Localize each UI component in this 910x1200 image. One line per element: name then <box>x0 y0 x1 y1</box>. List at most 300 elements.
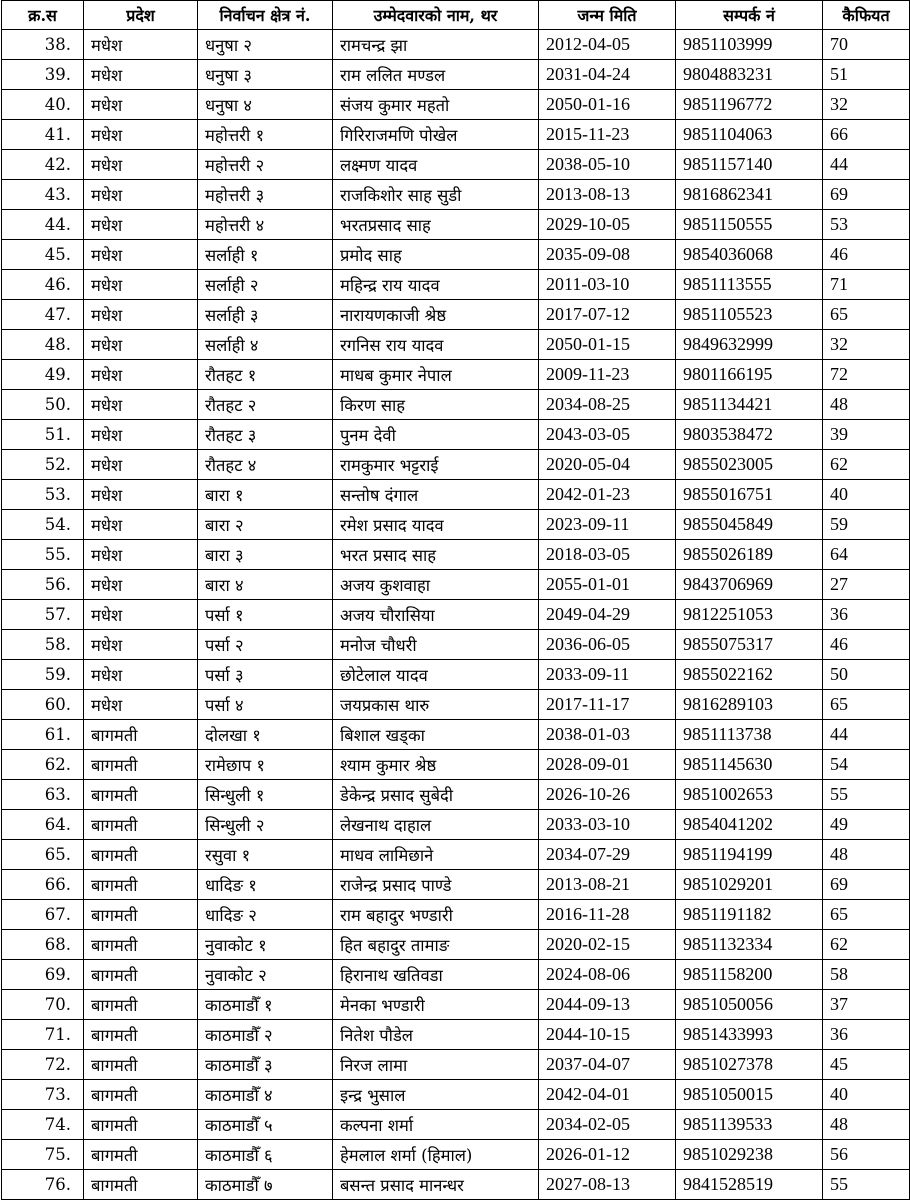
cell-contact-number: 9855026189 <box>676 540 823 570</box>
table-row <box>2 150 910 180</box>
cell-contact-number: 9851157140 <box>676 150 823 180</box>
cell-remarks: 40 <box>823 480 910 510</box>
cell-remarks: 55 <box>823 780 910 810</box>
cell-constituency: धादिङ २ <box>198 900 333 930</box>
cell-serial: 42. <box>2 150 84 180</box>
cell-remarks: 51 <box>823 60 910 90</box>
cell-birth-date: 2033-09-11 <box>539 660 676 690</box>
cell-province: मधेश <box>84 630 198 660</box>
cell-candidate-name: मनोज चौधरी <box>333 630 539 660</box>
cell-candidate-name: हित बहादुर तामाङ <box>333 930 539 960</box>
table-row <box>2 720 910 750</box>
cell-constituency: सर्लाही ४ <box>198 330 333 360</box>
cell-remarks: 65 <box>823 690 910 720</box>
cell-contact-number: 9851105523 <box>676 300 823 330</box>
cell-serial: 55. <box>2 540 84 570</box>
cell-serial: 44. <box>2 210 84 240</box>
table-row <box>2 30 910 60</box>
cell-contact-number: 9851145630 <box>676 750 823 780</box>
cell-contact-number: 9855022162 <box>676 660 823 690</box>
cell-serial: 53. <box>2 480 84 510</box>
cell-birth-date: 2023-09-11 <box>539 510 676 540</box>
cell-remarks: 62 <box>823 930 910 960</box>
cell-contact-number: 9801166195 <box>676 360 823 390</box>
cell-constituency: बारा ४ <box>198 570 333 600</box>
cell-province: मधेश <box>84 150 198 180</box>
cell-remarks: 48 <box>823 840 910 870</box>
cell-constituency: पर्सा २ <box>198 630 333 660</box>
cell-contact-number: 9851029201 <box>676 870 823 900</box>
cell-birth-date: 2037-04-07 <box>539 1050 676 1080</box>
cell-province: मधेश <box>84 360 198 390</box>
cell-candidate-name: सन्तोष दंगाल <box>333 480 539 510</box>
cell-candidate-name: महिन्द्र राय यादव <box>333 270 539 300</box>
cell-province: मधेश <box>84 300 198 330</box>
cell-birth-date: 2036-06-05 <box>539 630 676 660</box>
cell-province: मधेश <box>84 180 198 210</box>
cell-constituency: धनुषा २ <box>198 30 333 60</box>
cell-birth-date: 2042-04-01 <box>539 1080 676 1110</box>
cell-serial: 51. <box>2 420 84 450</box>
cell-province: बागमती <box>84 960 198 990</box>
cell-contact-number: 9851158200 <box>676 960 823 990</box>
cell-contact-number: 9851113738 <box>676 720 823 750</box>
cell-birth-date: 2050-01-16 <box>539 90 676 120</box>
cell-contact-number: 9851050056 <box>676 990 823 1020</box>
cell-province: बागमती <box>84 810 198 840</box>
cell-contact-number: 9851132334 <box>676 930 823 960</box>
cell-candidate-name: इन्द्र भुसाल <box>333 1080 539 1110</box>
cell-constituency: रसुवा १ <box>198 840 333 870</box>
cell-serial: 75. <box>2 1140 84 1170</box>
table-row <box>2 870 910 900</box>
cell-constituency: महोत्तरी ३ <box>198 180 333 210</box>
cell-birth-date: 2038-05-10 <box>539 150 676 180</box>
table-row <box>2 930 910 960</box>
cell-birth-date: 2028-09-01 <box>539 750 676 780</box>
cell-remarks: 45 <box>823 1050 910 1080</box>
cell-constituency: नुवाकोट १ <box>198 930 333 960</box>
cell-birth-date: 2017-11-17 <box>539 690 676 720</box>
cell-contact-number: 9851103999 <box>676 30 823 60</box>
cell-serial: 65. <box>2 840 84 870</box>
table-row <box>2 180 910 210</box>
cell-birth-date: 2020-02-15 <box>539 930 676 960</box>
cell-province: मधेश <box>84 660 198 690</box>
cell-contact-number: 9851433993 <box>676 1020 823 1050</box>
cell-candidate-name: संजय कुमार महतो <box>333 90 539 120</box>
cell-province: बागमती <box>84 1020 198 1050</box>
cell-province: मधेश <box>84 570 198 600</box>
cell-birth-date: 2013-08-21 <box>539 870 676 900</box>
cell-serial: 38. <box>2 30 84 60</box>
cell-province: मधेश <box>84 120 198 150</box>
cell-birth-date: 2042-01-23 <box>539 480 676 510</box>
table-row <box>2 60 910 90</box>
cell-candidate-name: भरत प्रसाद साह <box>333 540 539 570</box>
cell-serial: 61. <box>2 720 84 750</box>
cell-remarks: 48 <box>823 390 910 420</box>
cell-remarks: 39 <box>823 420 910 450</box>
cell-serial: 64. <box>2 810 84 840</box>
cell-contact-number: 9855016751 <box>676 480 823 510</box>
cell-candidate-name: अजय चौरासिया <box>333 600 539 630</box>
cell-province: मधेश <box>84 510 198 540</box>
cell-constituency: नुवाकोट २ <box>198 960 333 990</box>
cell-province: बागमती <box>84 870 198 900</box>
header-row <box>2 1 910 30</box>
cell-serial: 50. <box>2 390 84 420</box>
cell-contact-number: 9849632999 <box>676 330 823 360</box>
table-row <box>2 300 910 330</box>
candidate-table <box>1 0 910 1200</box>
cell-serial: 71. <box>2 1020 84 1050</box>
cell-contact-number: 9803538472 <box>676 420 823 450</box>
cell-constituency: काठमाडौँ ३ <box>198 1050 333 1080</box>
cell-serial: 45. <box>2 240 84 270</box>
cell-province: मधेश <box>84 540 198 570</box>
cell-birth-date: 2033-03-10 <box>539 810 676 840</box>
cell-province: बागमती <box>84 1170 198 1200</box>
cell-province: मधेश <box>84 480 198 510</box>
header-province: प्रदेश <box>84 1 198 30</box>
cell-candidate-name: मेनका भण्डारी <box>333 990 539 1020</box>
cell-birth-date: 2044-09-13 <box>539 990 676 1020</box>
cell-candidate-name: निरज लामा <box>333 1050 539 1080</box>
cell-remarks: 54 <box>823 750 910 780</box>
cell-birth-date: 2009-11-23 <box>539 360 676 390</box>
cell-birth-date: 2020-05-04 <box>539 450 676 480</box>
cell-province: मधेश <box>84 420 198 450</box>
cell-contact-number: 9816289103 <box>676 690 823 720</box>
cell-serial: 73. <box>2 1080 84 1110</box>
cell-candidate-name: प्रमोद साह <box>333 240 539 270</box>
table-row <box>2 990 910 1020</box>
cell-contact-number: 9854036068 <box>676 240 823 270</box>
cell-province: मधेश <box>84 450 198 480</box>
cell-constituency: पर्सा ३ <box>198 660 333 690</box>
cell-birth-date: 2018-03-05 <box>539 540 676 570</box>
table-row <box>2 540 910 570</box>
table-row <box>2 660 910 690</box>
table-row <box>2 360 910 390</box>
cell-province: मधेश <box>84 600 198 630</box>
cell-contact-number: 9851002653 <box>676 780 823 810</box>
cell-constituency: रौतहट ३ <box>198 420 333 450</box>
cell-remarks: 71 <box>823 270 910 300</box>
cell-remarks: 65 <box>823 300 910 330</box>
cell-contact-number: 9855075317 <box>676 630 823 660</box>
cell-constituency: रौतहट ४ <box>198 450 333 480</box>
cell-contact-number: 9851150555 <box>676 210 823 240</box>
table-row <box>2 780 910 810</box>
cell-birth-date: 2016-11-28 <box>539 900 676 930</box>
cell-birth-date: 2044-10-15 <box>539 1020 676 1050</box>
table-body <box>2 30 910 1200</box>
cell-remarks: 37 <box>823 990 910 1020</box>
cell-birth-date: 2043-03-05 <box>539 420 676 450</box>
cell-serial: 62. <box>2 750 84 780</box>
cell-serial: 59. <box>2 660 84 690</box>
cell-contact-number: 9851050015 <box>676 1080 823 1110</box>
cell-contact-number: 9851113555 <box>676 270 823 300</box>
cell-province: बागमती <box>84 930 198 960</box>
cell-contact-number: 9855045849 <box>676 510 823 540</box>
cell-birth-date: 2017-07-12 <box>539 300 676 330</box>
cell-birth-date: 2034-08-25 <box>539 390 676 420</box>
cell-birth-date: 2026-01-12 <box>539 1140 676 1170</box>
cell-candidate-name: नारायणकाजी श्रेष्ठ <box>333 300 539 330</box>
cell-remarks: 40 <box>823 1080 910 1110</box>
cell-province: बागमती <box>84 900 198 930</box>
table-row <box>2 390 910 420</box>
cell-birth-date: 2029-10-05 <box>539 210 676 240</box>
cell-birth-date: 2012-04-05 <box>539 30 676 60</box>
cell-contact-number: 9851139533 <box>676 1110 823 1140</box>
cell-candidate-name: हेमलाल शर्मा (हिमाल) <box>333 1140 539 1170</box>
cell-constituency: काठमाडौँ ७ <box>198 1170 333 1200</box>
table-header <box>2 1 910 30</box>
cell-contact-number: 9851029238 <box>676 1140 823 1170</box>
cell-constituency: धादिङ १ <box>198 870 333 900</box>
cell-candidate-name: पुनम देवी <box>333 420 539 450</box>
cell-remarks: 65 <box>823 900 910 930</box>
cell-birth-date: 2035-09-08 <box>539 240 676 270</box>
cell-serial: 58. <box>2 630 84 660</box>
cell-birth-date: 2027-08-13 <box>539 1170 676 1200</box>
cell-remarks: 66 <box>823 120 910 150</box>
cell-province: मधेश <box>84 90 198 120</box>
cell-candidate-name: माधब कुमार नेपाल <box>333 360 539 390</box>
table-row <box>2 270 910 300</box>
cell-province: बागमती <box>84 990 198 1020</box>
cell-candidate-name: राम ललित मण्डल <box>333 60 539 90</box>
cell-serial: 63. <box>2 780 84 810</box>
cell-contact-number: 9851194199 <box>676 840 823 870</box>
cell-serial: 67. <box>2 900 84 930</box>
cell-candidate-name: किरण साह <box>333 390 539 420</box>
cell-province: बागमती <box>84 720 198 750</box>
cell-constituency: सिन्धुली २ <box>198 810 333 840</box>
cell-province: बागमती <box>84 750 198 780</box>
cell-constituency: बारा ३ <box>198 540 333 570</box>
cell-constituency: रौतहट २ <box>198 390 333 420</box>
cell-constituency: काठमाडौँ १ <box>198 990 333 1020</box>
cell-remarks: 46 <box>823 630 910 660</box>
cell-contact-number: 9804883231 <box>676 60 823 90</box>
cell-constituency: बारा २ <box>198 510 333 540</box>
cell-candidate-name: डेकेन्द्र प्रसाद सुबेदी <box>333 780 539 810</box>
cell-contact-number: 9851134421 <box>676 390 823 420</box>
cell-serial: 66. <box>2 870 84 900</box>
cell-constituency: सिन्धुली १ <box>198 780 333 810</box>
cell-constituency: काठमाडौँ ५ <box>198 1110 333 1140</box>
cell-remarks: 64 <box>823 540 910 570</box>
cell-province: बागमती <box>84 840 198 870</box>
cell-province: मधेश <box>84 30 198 60</box>
cell-candidate-name: राम बहादुर भण्डारी <box>333 900 539 930</box>
cell-serial: 60. <box>2 690 84 720</box>
cell-candidate-name: श्याम कुमार श्रेष्ठ <box>333 750 539 780</box>
cell-remarks: 27 <box>823 570 910 600</box>
cell-remarks: 44 <box>823 150 910 180</box>
cell-remarks: 53 <box>823 210 910 240</box>
cell-province: बागमती <box>84 1140 198 1170</box>
cell-province: मधेश <box>84 60 198 90</box>
cell-candidate-name: लेखनाथ दाहाल <box>333 810 539 840</box>
cell-birth-date: 2038-01-03 <box>539 720 676 750</box>
cell-contact-number: 9843706969 <box>676 570 823 600</box>
cell-candidate-name: हिरानाथ खतिवडा <box>333 960 539 990</box>
cell-constituency: पर्सा १ <box>198 600 333 630</box>
cell-remarks: 69 <box>823 870 910 900</box>
cell-province: मधेश <box>84 270 198 300</box>
table-row <box>2 90 910 120</box>
cell-candidate-name: बिशाल खड्का <box>333 720 539 750</box>
table-row <box>2 510 910 540</box>
cell-serial: 52. <box>2 450 84 480</box>
cell-remarks: 69 <box>823 180 910 210</box>
cell-birth-date: 2055-01-01 <box>539 570 676 600</box>
cell-constituency: पर्सा ४ <box>198 690 333 720</box>
cell-candidate-name: भरतप्रसाद साह <box>333 210 539 240</box>
cell-serial: 40. <box>2 90 84 120</box>
table-row <box>2 600 910 630</box>
cell-contact-number: 9816862341 <box>676 180 823 210</box>
cell-candidate-name: लक्ष्मण यादव <box>333 150 539 180</box>
cell-constituency: रौतहट १ <box>198 360 333 390</box>
cell-constituency: दोलखा १ <box>198 720 333 750</box>
cell-candidate-name: जयप्रकास थारु <box>333 690 539 720</box>
cell-candidate-name: रामचन्द्र झा <box>333 30 539 60</box>
cell-remarks: 72 <box>823 360 910 390</box>
cell-contact-number: 9851191182 <box>676 900 823 930</box>
cell-constituency: सर्लाही २ <box>198 270 333 300</box>
cell-province: बागमती <box>84 1050 198 1080</box>
cell-remarks: 46 <box>823 240 910 270</box>
cell-candidate-name: छोटेलाल यादव <box>333 660 539 690</box>
cell-province: बागमती <box>84 780 198 810</box>
cell-serial: 76. <box>2 1170 84 1200</box>
cell-remarks: 58 <box>823 960 910 990</box>
cell-province: मधेश <box>84 240 198 270</box>
header-constituency: निर्वाचन क्षेत्र नं. <box>198 1 333 30</box>
table-row <box>2 690 910 720</box>
cell-remarks: 55 <box>823 1170 910 1200</box>
cell-candidate-name: गिरिराजमणि पोखेल <box>333 120 539 150</box>
table-row <box>2 570 910 600</box>
table-row <box>2 1020 910 1050</box>
table-row <box>2 210 910 240</box>
table-row <box>2 120 910 150</box>
cell-serial: 43. <box>2 180 84 210</box>
cell-candidate-name: रमेश प्रसाद यादव <box>333 510 539 540</box>
cell-province: बागमती <box>84 1110 198 1140</box>
cell-serial: 46. <box>2 270 84 300</box>
cell-candidate-name: माधव लामिछाने <box>333 840 539 870</box>
cell-serial: 72. <box>2 1050 84 1080</box>
cell-constituency: महोत्तरी ४ <box>198 210 333 240</box>
cell-constituency: रामेछाप १ <box>198 750 333 780</box>
table-row <box>2 420 910 450</box>
table-row <box>2 1050 910 1080</box>
cell-contact-number: 9851196772 <box>676 90 823 120</box>
cell-serial: 54. <box>2 510 84 540</box>
cell-remarks: 32 <box>823 330 910 360</box>
cell-serial: 56. <box>2 570 84 600</box>
cell-candidate-name: रगनिस राय यादव <box>333 330 539 360</box>
cell-candidate-name: नितेश पौडेल <box>333 1020 539 1050</box>
cell-serial: 48. <box>2 330 84 360</box>
cell-remarks: 36 <box>823 600 910 630</box>
cell-birth-date: 2011-03-10 <box>539 270 676 300</box>
cell-constituency: सर्लाही ३ <box>198 300 333 330</box>
cell-province: मधेश <box>84 330 198 360</box>
cell-serial: 68. <box>2 930 84 960</box>
cell-constituency: बारा १ <box>198 480 333 510</box>
table-row <box>2 840 910 870</box>
cell-serial: 70. <box>2 990 84 1020</box>
cell-contact-number: 9855023005 <box>676 450 823 480</box>
cell-contact-number: 9812251053 <box>676 600 823 630</box>
cell-constituency: काठमाडौँ २ <box>198 1020 333 1050</box>
cell-remarks: 59 <box>823 510 910 540</box>
table-row <box>2 480 910 510</box>
cell-candidate-name: राजेन्द्र प्रसाद पाण्डे <box>333 870 539 900</box>
cell-remarks: 44 <box>823 720 910 750</box>
cell-candidate-name: अजय कुशवाहा <box>333 570 539 600</box>
cell-birth-date: 2034-02-05 <box>539 1110 676 1140</box>
cell-remarks: 48 <box>823 1110 910 1140</box>
table-row <box>2 1080 910 1110</box>
cell-remarks: 32 <box>823 90 910 120</box>
cell-constituency: महोत्तरी २ <box>198 150 333 180</box>
header-remarks: कैफियत <box>823 1 910 30</box>
header-candidate-name: उम्मेदवारको नाम, थर <box>333 1 539 30</box>
header-serial: क्र.स <box>2 1 84 30</box>
cell-serial: 39. <box>2 60 84 90</box>
cell-birth-date: 2050-01-15 <box>539 330 676 360</box>
cell-province: बागमती <box>84 1080 198 1110</box>
cell-constituency: सर्लाही १ <box>198 240 333 270</box>
cell-contact-number: 9841528519 <box>676 1170 823 1200</box>
cell-constituency: धनुषा ४ <box>198 90 333 120</box>
cell-remarks: 36 <box>823 1020 910 1050</box>
cell-remarks: 62 <box>823 450 910 480</box>
cell-candidate-name: बसन्त प्रसाद मानन्धर <box>333 1170 539 1200</box>
table-row <box>2 630 910 660</box>
cell-province: मधेश <box>84 390 198 420</box>
table-row <box>2 240 910 270</box>
table-row <box>2 900 910 930</box>
cell-constituency: काठमाडौँ ४ <box>198 1080 333 1110</box>
cell-birth-date: 2026-10-26 <box>539 780 676 810</box>
cell-serial: 69. <box>2 960 84 990</box>
cell-candidate-name: कल्पना शर्मा <box>333 1110 539 1140</box>
cell-serial: 74. <box>2 1110 84 1140</box>
table-row <box>2 450 910 480</box>
cell-constituency: धनुषा ३ <box>198 60 333 90</box>
cell-serial: 47. <box>2 300 84 330</box>
cell-province: मधेश <box>84 210 198 240</box>
table-row <box>2 330 910 360</box>
cell-candidate-name: रामकुमार भट्टराई <box>333 450 539 480</box>
table-row <box>2 750 910 780</box>
cell-birth-date: 2049-04-29 <box>539 600 676 630</box>
table-row <box>2 1170 910 1200</box>
cell-birth-date: 2031-04-24 <box>539 60 676 90</box>
cell-birth-date: 2034-07-29 <box>539 840 676 870</box>
